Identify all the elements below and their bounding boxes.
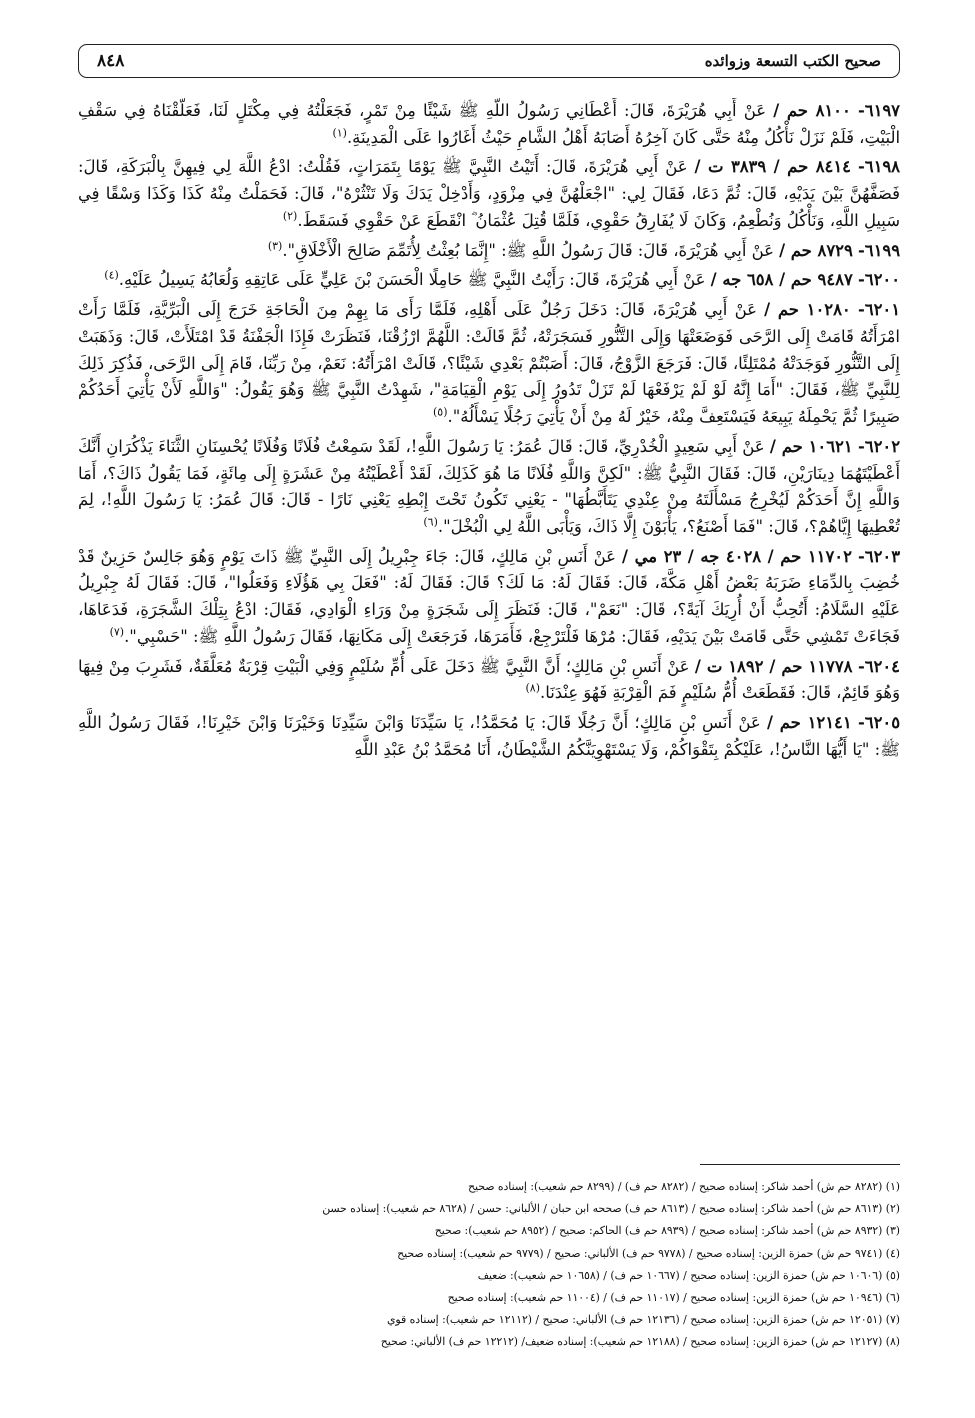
hadith-text: عَنْ أَبِي هُرَيْرَةَ، قَالَ: أَتَيْتُ النَّبِيَّ ﷺ يَوْمًا بِتَمَرَاتٍ، فَقُلْتُ: ادْعُ اللَّهَ لِي فِيهِنَّ بِالْبَرَكَةِ، قَالَ: فَصَفَّهُنَّ بَيْنَ يَدَيْهِ، قَالَ: ثُمَّ دَعَا، فَقَالَ لِي: "اجْعَلْهُنَّ فِي مِزْوَدٍ، وَأَدْخِلْ يَدَكَ وَلَا تَنْثُرْهُ"، قَالَ: فَحَمَلْتُ مِنْهُ كَذَا وَكَذَا وَسْقًا فِي سَبِيلِ اللَّهِ، وَنَأْكُلُ وَنُطْعِمُ، وَكَانَ لَا يُفَارِقُ حَقْوِي، فَلَمَّا قُتِلَ عُثْمَانُ ؓ انْقَطَعَ عَنْ حَقْوِي فَسَقَطَ. (78, 157, 900, 230)
hadith-6197 (78, 98, 900, 151)
footnote-2: (٢) (٨٦١٣ حم ش) أحمد شاكر: إسناده صحيح / (٨٦١٣ حم ف) صححه ابن حبان / الألباني: حسن / (٨٦٢٨ حم شعيب): إسناده حسن (322, 1202, 900, 1216)
book-title: صحيح الكتب التسعة وزوائده (704, 52, 881, 70)
hadith-reference: ١٠٦٢١ حم / (769, 436, 853, 456)
hadith-6204 (78, 654, 900, 707)
hadith-text: عَنْ أَبِي هُرَيْرَةَ، قَالَ: رَأَيْتُ النَّبِيَّ ﷺ حَامِلًا الْحَسَنَ بْنَ عَلِيٍّ عَلَى عَاتِقِهِ وَلُعَابُهُ يَسِيلُ عَلَيْهِ. (118, 270, 706, 290)
hadith-number: ٦١٩٩- (857, 240, 900, 260)
hadith-6201 (78, 297, 900, 431)
hadith-6202 (78, 434, 900, 541)
hadith-6205 (78, 710, 900, 763)
hadith-number: ٦٢٠١- (857, 300, 900, 320)
page-number: ٨٤٨ (97, 51, 125, 71)
footnote-3: (٣) (٨٩٣٢ حم ش) أحمد شاكر: إسناده صحيح / (٨٩٣٩ حم ف) الحاكم: صحيح / (٨٩٥٢ حم شعيب): صحيح (434, 1224, 900, 1238)
hadith-reference: ٩٤٨٧ حم / ٦٥٨ جه / (710, 270, 853, 290)
hadith-6200 (78, 267, 900, 294)
hadith-reference: ١١٧٠٢ حم / ٤٠٢٨ جه / ٢٣ مي / (622, 546, 852, 566)
hadith-text: عَنْ أَنَسِ بْنِ مَالِكٍ؛ أَنَّ رَجُلًا قَالَ: يَا مُحَمَّدُ!، يَا سَيِّدَنَا وَابْنَ سَيِّدِنَا وَخَيْرَنَا وَابْنَ خَيْرِنَا!، فَقَالَ رَسُولُ اللَّهِ ﷺ: "يَا أَيُّهَا النَّاسُ!، عَلَيْكُمْ بِتَقْوَاكُمْ، وَلَا يَسْتَهْوِيَنَّكُمُ الشَّيْطَانُ، أَنَا مُحَمَّدُ بْنُ عَبْدِ اللَّهِ (78, 713, 900, 759)
hadith-text: عَنْ أَبِي هُرَيْرَةَ، قَالَ: قَالَ رَسُولُ اللَّهِ ﷺ: "إِنَّمَا بُعِثْتُ لِأُتَمِّمَ صَالِحَ الْأَخْلَاقِ". (282, 240, 774, 260)
hadith-number: ٦٢٠٣- (857, 546, 900, 566)
footnote-marker: (٥) (433, 405, 448, 419)
hadith-number: ٦٢٠٤- (857, 656, 900, 676)
footnote-7: (٧) (١٢٠٥١ حم ش) حمزة الزين: إسناده صحيح / (١٢١٣٦ حم ف) الألباني: صحيح / (١٢١١٢ حم شعيب): إسناده قوي (386, 1313, 900, 1327)
footnote-5: (٥) (١٠٦٠٦ حم ش) حمزة الزين: إسناده صحيح / (١٠٦٦٧ حم ف) / (١٠٦٥٨ حم شعيب): ضعيف (477, 1268, 900, 1282)
hadith-text: عَنْ أَنَسِ بْنِ مَالِكٍ؛ أَنَّ النَّبِيَّ ﷺ دَخَلَ عَلَى أُمِّ سُلَيْمٍ وَفِي الْبَيْتِ قِرْبَةٌ مُعَلَّقَةٌ، فَشَرِبَ مِنْ فِيهَا وَهُوَ قَائِمٌ، قَالَ: فَقَطَعَتْ أُمُّ سُلَيْمٍ فَمَ الْقِرْبَةِ فَهُوَ عِنْدَنَا. (78, 656, 900, 703)
footnote-4: (٤) (٩٧٤١ حم ش) حمزة الزين: إسناده صحيح / (٩٧٧٨ حم ف) الألباني: صحيح / (٩٧٧٩ حم شعيب): إسناده صحيح (397, 1246, 900, 1260)
hadith-number: ٦٢٠٠- (857, 270, 900, 290)
footnote-marker: (٧) (109, 625, 125, 639)
footnote-marker: (٢) (282, 209, 298, 223)
hadith-body (78, 98, 900, 1160)
hadith-number: ٦١٩٨- (857, 157, 900, 177)
hadith-text: عَنْ أَبِي هُرَيْرَةَ، قَالَ: أَعْطَانِي رَسُولُ اللَّهِ ﷺ شَيْئًا مِنْ تَمْرٍ، فَجَعَلْتُهُ فِي مِكْتَلٍ لَنَا، فَعَلَّقْنَاهُ فِي سَقْفِ الْبَيْتِ، فَلَمْ نَزَلْ نَأْكُلُ مِنْهُ حَتَّى كَانَ آخِرُهُ أَصَابَهُ أَهْلُ الشَّامِ حَيْثُ أَغَارُوا عَلَى الْمَدِينَةِ. (78, 101, 900, 147)
footnote-separator (700, 1164, 900, 1165)
footnote-1: (١) (٨٢٨٢ حم ش) أحمد شاكر: إسناده صحيح / (٨٢٨٢ حم ف) / (٨٢٩٩ حم شعيب): إسناده صحيح (468, 1180, 900, 1193)
footnote-6: (٦) (١٠٩٤٦ حم ش) حمزة الزين: إسناده صحيح / (١١٠١٧ حم ف) / (١١٠٠٤ حم شعيب): إسناده صحيح (447, 1291, 900, 1305)
footnote-marker: (٣) (267, 239, 283, 253)
footnote-marker: (٦) (423, 515, 438, 529)
hadith-reference: ١١٧٧٨ حم / ١٨٩٢ ت / (694, 656, 853, 676)
footnote-marker: (٤) (104, 268, 119, 282)
hadith-reference: ١٠٢٨٠ حم / (764, 300, 851, 320)
hadith-number: ٦٢٠٥- (857, 713, 900, 733)
hadith-reference: ٨١٠٠ حم / (773, 101, 851, 120)
hadith-reference: ٨٤١٤ حم / ٣٨٣٩ ت / (694, 157, 851, 177)
hadith-text: عَنْ أَبِي سَعِيدٍ الْخُدْرِيِّ، قَالَ: قَالَ عُمَرُ: يَا رَسُولَ اللَّهِ!، لَقَدْ سَمِعْتُ فُلَانًا وَفُلَانًا يُحْسِنَانِ الثَّنَاءَ يَذْكُرَانِ أَنَّكَ أَعْطَيْتَهُمَا دِينَارَيْنِ، قَالَ: فَقَالَ النَّبِيُّ ﷺ: "لَكِنَّ وَاللَّهِ فُلَانًا مَا هُوَ كَذَلِكَ، لَقَدْ أَعْطَيْتُهُ مِنْ عَشَرَةٍ إِلَى مِائَةٍ، فَمَا يَقُولُ ذَاكَ؟، أَمَا وَاللَّهِ إِنَّ أَحَدَكُمْ لَيُخْرِجُ مَسْأَلَتَهُ مِنْ عِنْدِي يَتَأَبَّطُهَا" - يَعْنِي تَكُونُ تَحْتَ إِبْطِهِ يَعْنِي نَارًا - قَالَ: قَالَ عُمَرُ: يَا رَسُولَ اللَّهِ!، لِمَ تُعْطِيهَا إِيَّاهُمْ؟، قَالَ: "فَمَا أَصْنَعُ؟، يَأْبَوْنَ إِلَّا ذَاكَ، وَيَأْبَى اللَّهُ لِي الْبُخْلَ". (78, 436, 900, 537)
footnote-8: (٨) (١٢١٢٧ حم ش) حمزة الزين: إسناده صحيح / (١٢١٨٨ حم شعيب): إسناده ضعيف/ (١٢٢١٢ حم ف) الألباني: صحيح (380, 1335, 900, 1349)
hadith-text: عَنْ أَبِي هُرَيْرَةَ، قَالَ: دَخَلَ رَجُلٌ عَلَى أَهْلِهِ، فَلَمَّا رَأَى مَا بِهِمْ مِنَ الْحَاجَةِ خَرَجَ إِلَى الْبَرِّيَّةِ، فَلَمَّا رَأَتْ امْرَأَتُهُ قَامَتْ إِلَى الرَّحَى فَوَضَعَتْهَا وَإِلَى التَّنُّورِ فَسَجَرَتْهُ، ثُمَّ قَالَتْ: اللَّهُمَّ ارْزُقْنَا، فَنَظَرَتْ فَإِذَا الْجَفْنَةُ قَدْ امْتَلَأَتْ، قَالَ: وَذَهَبَتْ إِلَى التَّنُّورِ فَوَجَدَتْهُ مُمْتَلِئًا، قَالَ: فَرَجَعَ الزَّوْجُ، قَالَ: أَصَبْتُمْ بَعْدِي شَيْئًا؟، قَالَتْ امْرَأَتُهُ: نَعَمْ، مِنْ رَبِّنَا، قَامَ إِلَى الرَّحَى، فَذُكِرَ ذَلِكَ لِلنَّبِيِّ ﷺ، فَقَالَ: "أَمَا إِنَّهُ لَوْ لَمْ يَرْفَعْهَا لَمْ تَزَلْ تَدُورُ إِلَى يَوْمِ الْقِيَامَةِ"، شَهِدْتُ النَّبِيَّ ﷺ وَهُوَ يَقُولُ: "وَاللَّهِ لَأَنْ يَأْتِيَ أَحَدُكُمْ صَبِيرًا ثُمَّ يَحْمِلَهُ يَبِيعَهُ فَيَسْتَعِفَّ مِنْهُ، خَيْرٌ لَهُ مِنْ أَنْ يَأْتِيَ رَجُلًا يَسْأَلُهُ". (78, 300, 900, 427)
footnotes (78, 1176, 900, 1354)
footnote-marker: (١) (332, 126, 347, 140)
hadith-reference: ٨٧٢٩ حم / (779, 240, 853, 260)
hadith-6199 (78, 238, 900, 265)
hadith-6198 (78, 154, 900, 234)
footnote-marker: (٨) (525, 681, 540, 695)
hadith-number: ٦٢٠٢- (857, 436, 900, 456)
page-header (78, 44, 900, 78)
hadith-6203 (78, 544, 900, 651)
hadith-reference: ١٢١٤١ حم / (766, 713, 852, 733)
hadith-text: عَنْ أَنَسِ بْنِ مَالِكٍ، قَالَ: جَاءَ جِبْرِيلُ إِلَى النَّبِيِّ ﷺ ذَاتَ يَوْمٍ وَهُوَ جَالِسٌ حَزِينٌ قَدْ خُضِبَ بِالدِّمَاءِ ضَرَبَهُ بَعْضُ أَهْلِ مَكَّةَ، قَالَ: فَقَالَ لَهُ: مَا لَكَ؟ قَالَ: فَقَالَ لَهُ: "فَعَلَ بِي هَؤُلَاءِ وَفَعَلُوا"، قَالَ: فَقَالَ لَهُ جِبْرِيلُ عَلَيْهِ السَّلَامُ: أَتُحِبُّ أَنْ أُرِيَكَ آيَةً؟، قَالَ: "نَعَمْ"، قَالَ: فَنَظَرَ إِلَى شَجَرَةٍ مِنْ وَرَاءِ الْوَادِي، فَقَالَ: ادْعُ بِتِلْكَ الشَّجَرَةِ، فَدَعَاهَا، فَجَاءَتْ تَمْشِي حَتَّى قَامَتْ بَيْنَ يَدَيْهِ، فَقَالَ: مُرْهَا فَلْتَرْجِعْ، فَأَمَرَهَا، فَرَجَعَتْ إِلَى مَكَانِهَا، فَقَالَ رَسُولُ اللَّهِ ﷺ: "حَسْبِي". (78, 546, 900, 646)
hadith-number: ٦١٩٧- (857, 101, 900, 120)
